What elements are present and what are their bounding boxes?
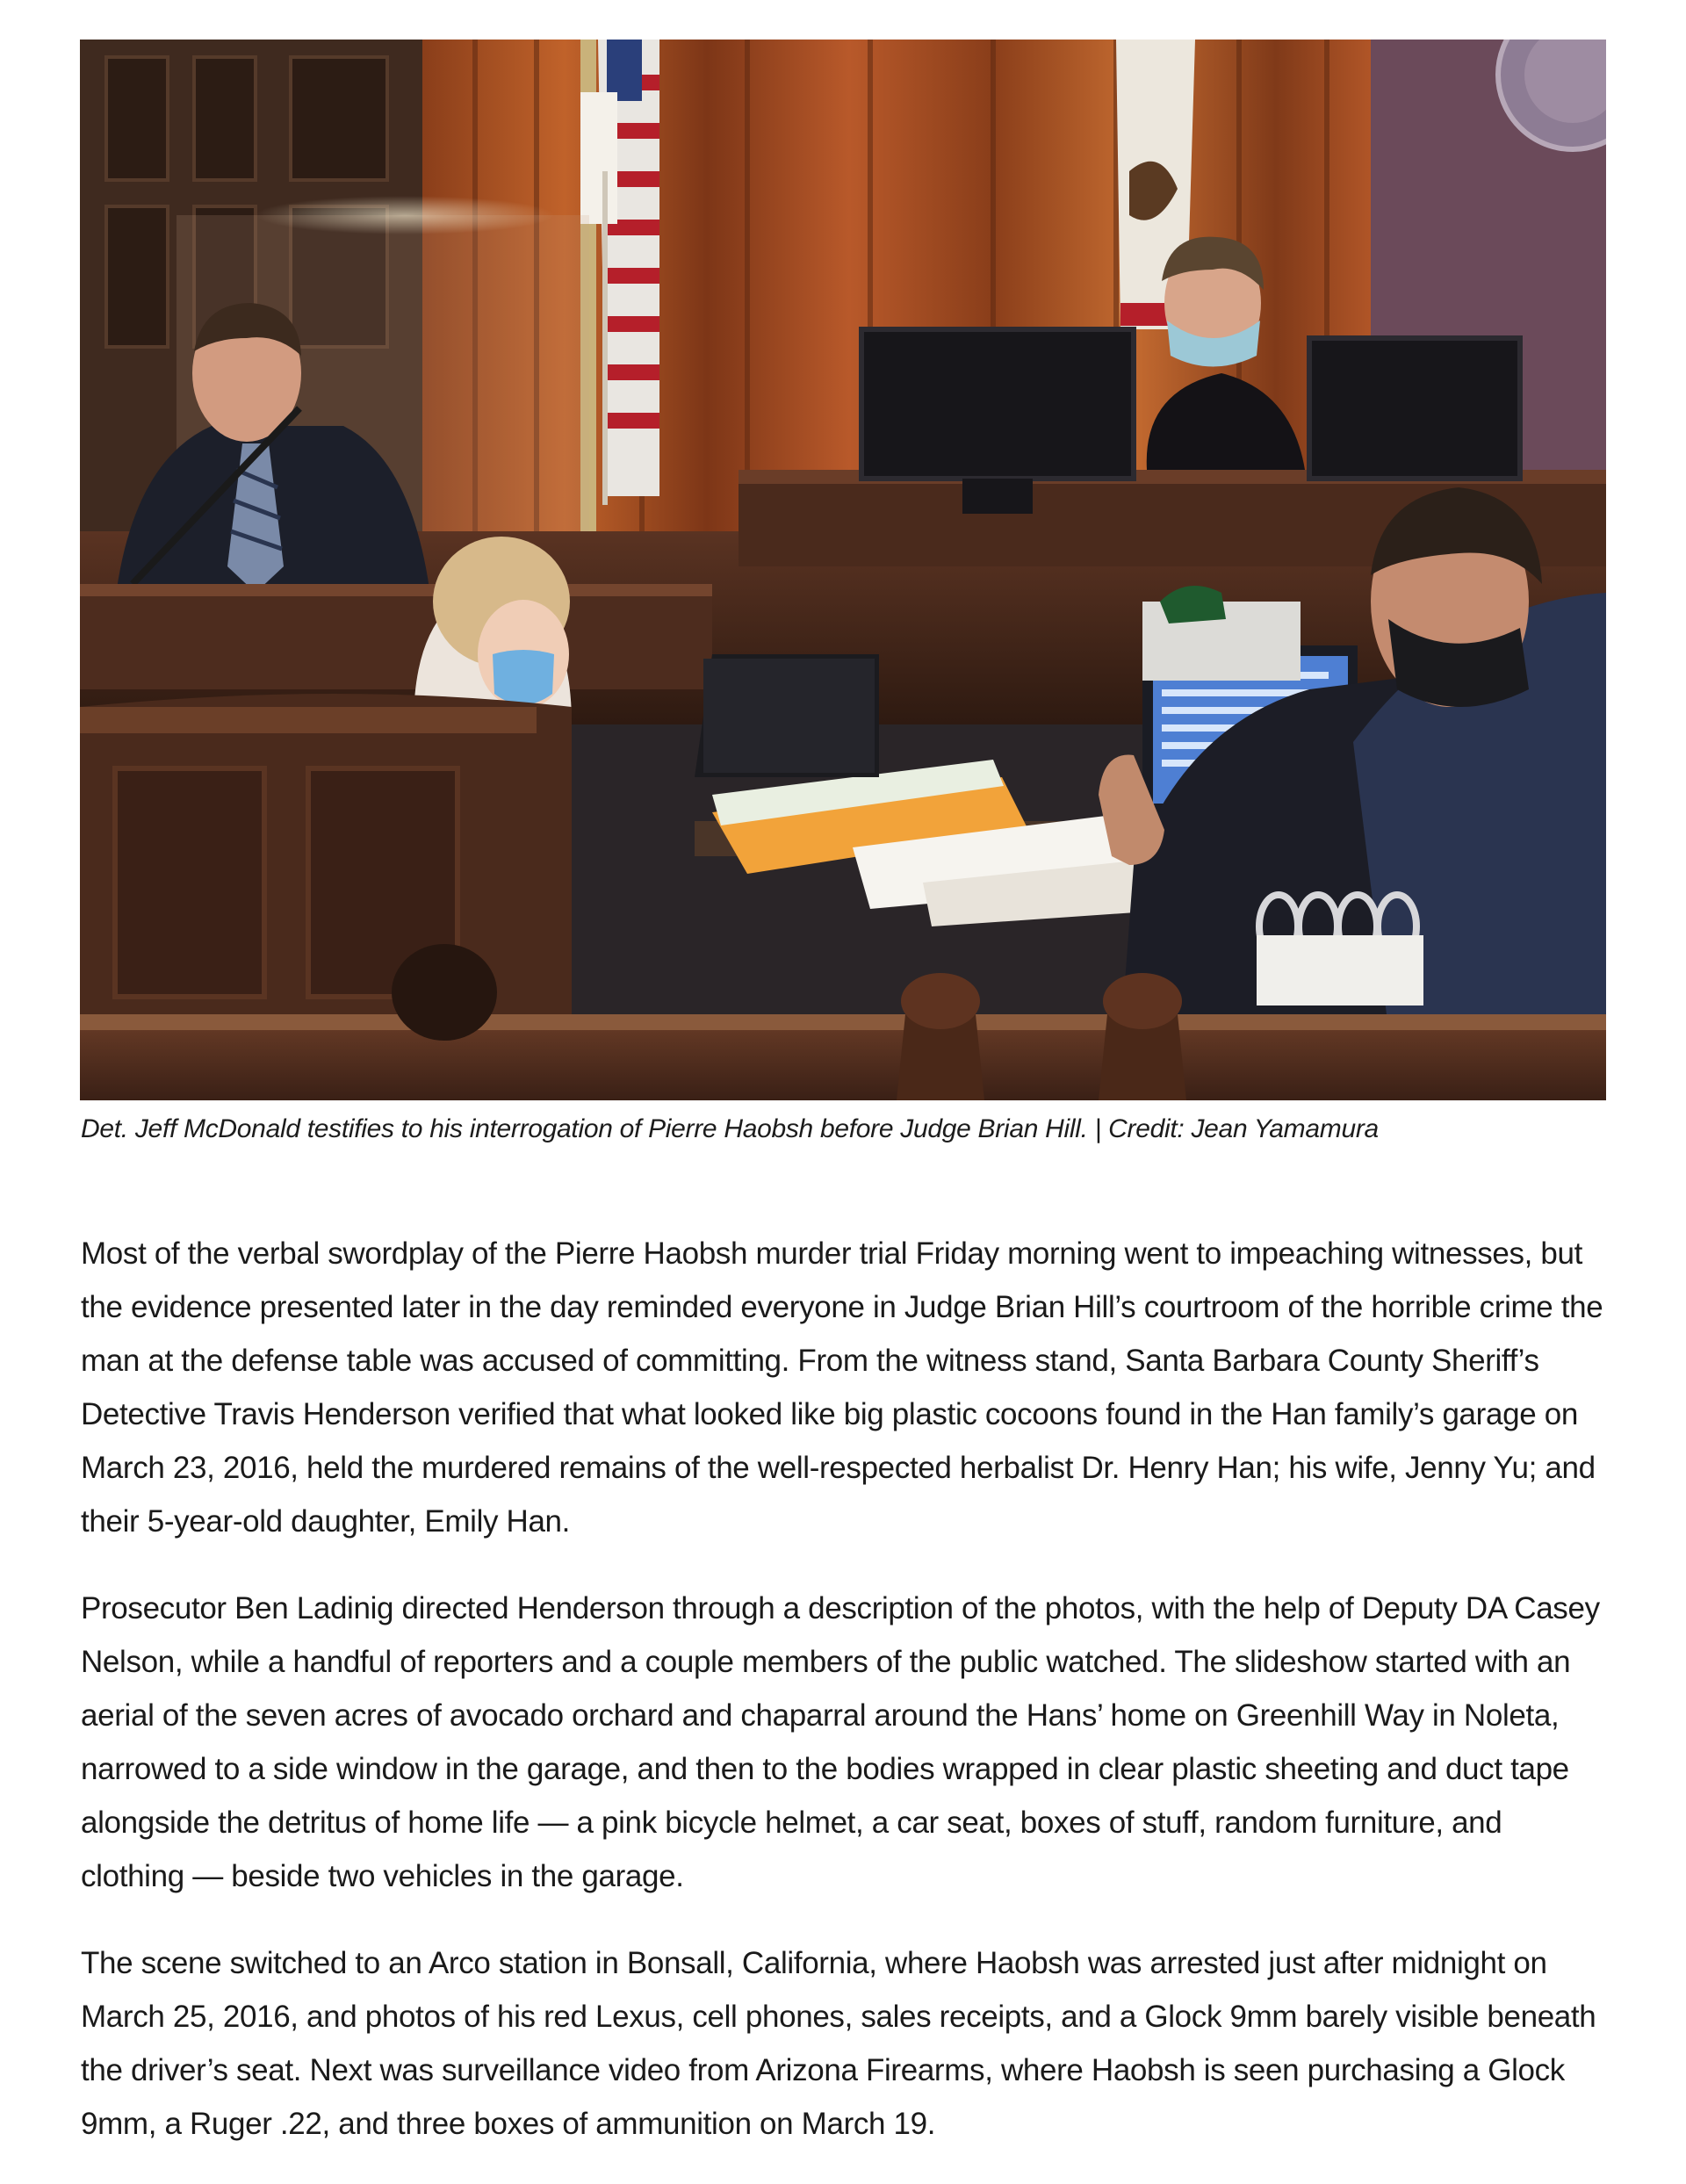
photo-caption: Det. Jeff McDonald testifies to his interrogation of Pierre Haobsh before Judge Brian Hill. | Credit: Jean Yamamura [81, 1114, 1379, 1143]
courtroom-photo [80, 40, 1606, 1100]
article-paragraph: The scene switched to an Arco station in Bonsall, California, where Haobsh was arrested just after midnight on March 25, 2016, and photos of his red Lexus, cell phones, sales receipts, and a Glock 9mm barely visible beneath the driver’s seat. Next was surveillance video from Arizona Firearms, where Haobsh is seen purchasing a Glock 9mm, a Ruger .22, and three boxes of ammunition on March 19. [81, 1946, 1596, 2141]
article-paragraph: Prosecutor Ben Ladinig directed Henderson through a description of the photos, with the help of Deputy DA Casey Nelson, while a handful of reporters and a couple members of the public watched. The slideshow started with an aerial of the seven acres of avocado orchard and chaparral around the Hans’ home on Greenhill Way in Noleta, narrowed to a side window in the garage, and then to the bodies wrapped in clear plastic sheeting and duct tape alongside the detritus of home life — a pink bicycle helmet, a car seat, boxes of stuff, random furniture, and clothing — beside two vehicles in the garage. [81, 1591, 1600, 1893]
courtroom-photo-illustration [80, 40, 1606, 1100]
article-paragraph: Most of the verbal swordplay of the Pierre Haobsh murder trial Friday morning went to impeaching witnesses, but the evidence presented later in the day reminded everyone in Judge Brian Hill’s courtroom of the horrible crime the man at the defense table was accused of committing. From the witness stand, Santa Barbara County Sheriff’s Detective Travis Henderson verified that what looked like big plastic cocoons found in the Han family’s garage on March 23, 2016, held the murdered remains of the well-respected herbalist Dr. Henry Han; his wife, Jenny Yu; and their 5-year-old daughter, Emily Han. [81, 1236, 1603, 1539]
article-body [81, 1227, 1609, 2184]
